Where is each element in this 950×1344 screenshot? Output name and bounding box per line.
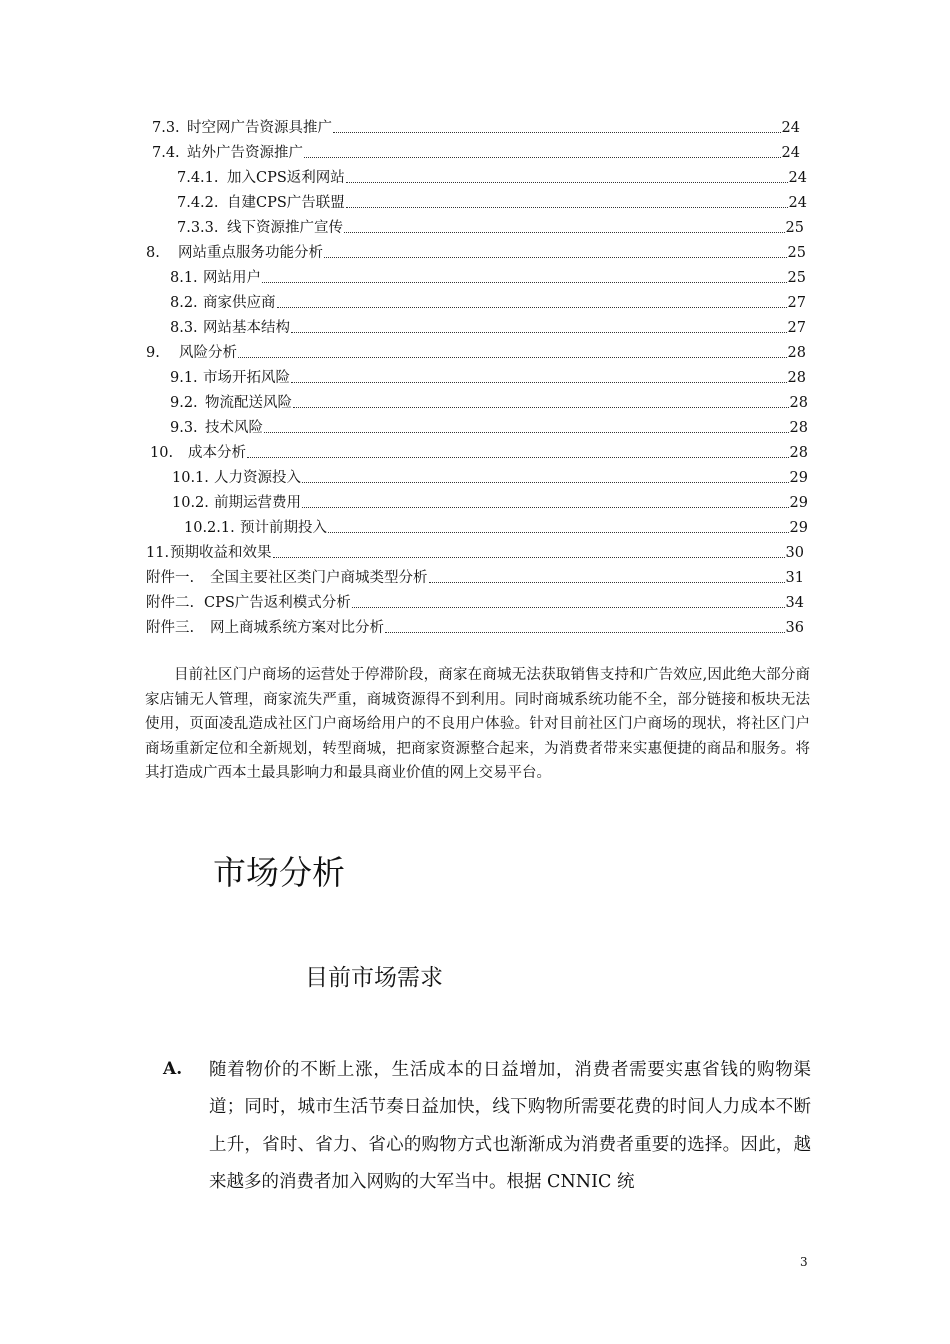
toc-entry-title: 前期运营费用: [214, 495, 301, 511]
toc-entry-number: 9.1.: [170, 370, 198, 386]
section-heading: 市场分析: [213, 853, 345, 892]
toc-entry-number: 8.2.: [170, 295, 198, 311]
toc-entry-page: 34: [785, 595, 804, 611]
toc-entry-page: 30: [785, 545, 804, 561]
toc-leader: [291, 332, 787, 333]
toc-leader: [429, 582, 785, 583]
toc-entry[interactable]: [146, 567, 804, 589]
toc-entry-number: 附件二.: [146, 595, 195, 611]
toc-entry-title: 时空网广告资源具推广: [187, 120, 332, 136]
toc-leader: [302, 507, 789, 508]
toc-leader: [324, 257, 787, 258]
toc-leader: [385, 632, 785, 633]
toc-entry[interactable]: [177, 217, 804, 239]
toc-entry[interactable]: [146, 542, 804, 564]
toc-entry-page: 24: [781, 120, 800, 136]
toc-entry-page: 28: [787, 370, 806, 386]
toc-entry-page: 25: [787, 245, 806, 261]
list-item-text: 随着物价的不断上涨，生活成本的日益增加，消费者需要实惠省钱的购物渠道；同时，城市生活节奏日益加快，线下购物所需要花费的时间人力成本不断上升，省时、省力、省心的购物方式也渐渐成为消费者重要的选择。因此，越来越多的消费者加入网购的大军当中。根据 CNNIC 统: [209, 1060, 811, 1192]
toc-entry[interactable]: [172, 467, 808, 489]
toc-entry[interactable]: [146, 617, 804, 639]
toc-entry-number: 7.4.: [152, 145, 180, 161]
toc-entry-title: 线下资源推广宣传: [227, 220, 343, 236]
toc-entry-number: 8.1.: [170, 270, 198, 286]
toc-entry-page: 28: [789, 445, 808, 461]
toc-entry-page: 29: [789, 520, 808, 536]
toc-entry[interactable]: [170, 317, 806, 339]
toc-leader: [344, 232, 785, 233]
toc-entry-number: 附件三.: [146, 620, 195, 636]
toc-entry-page: 36: [785, 620, 804, 636]
toc-leader: [273, 557, 785, 558]
toc-entry-number: 7.4.2.: [177, 195, 219, 211]
toc-entry[interactable]: [146, 342, 806, 364]
toc-entry-page: 28: [787, 345, 806, 361]
toc-entry-number: 9.2.: [170, 395, 198, 411]
subsection-heading: 目前市场需求: [305, 965, 443, 991]
toc-entry[interactable]: [184, 517, 808, 539]
toc-entry[interactable]: [170, 292, 806, 314]
toc-entry-title: 加入CPS返利网站: [227, 170, 345, 186]
toc-leader: [333, 132, 781, 133]
toc-leader: [238, 357, 787, 358]
toc-entry-title: 网站基本结构: [203, 320, 290, 336]
toc-entry[interactable]: [170, 392, 808, 414]
toc-entry[interactable]: [172, 492, 808, 514]
toc-entry-title: 站外广告资源推广: [187, 145, 303, 161]
toc-entry-title: 网站重点服务功能分析: [178, 245, 323, 261]
toc-leader: [277, 307, 787, 308]
toc-entry[interactable]: [170, 267, 806, 289]
toc-leader: [302, 482, 789, 483]
toc-entry-number: 7.3.3.: [177, 220, 219, 236]
toc-entry-title: 自建CPS广告联盟: [227, 195, 345, 211]
toc-leader: [346, 182, 788, 183]
toc-entry-number: 7.3.: [152, 120, 180, 136]
toc-entry-number: 8.3.: [170, 320, 198, 336]
toc-entry-number: 10.: [150, 445, 174, 461]
toc-leader: [264, 432, 789, 433]
toc-entry-page: 27: [787, 320, 806, 336]
toc-entry-page: 24: [781, 145, 800, 161]
toc-entry-title: 物流配送风险: [205, 395, 292, 411]
intro-paragraph: 目前社区门户商场的运营处于停滞阶段，商家在商城无法获取销售支持和广告效应,因此绝大部分商家店铺无人管理，商家流失严重，商城资源得不到利用。同时商城系统功能不全，部分链接和板块无法使用，页面凌乱造成社区门户商场给用户的不良用户体验。针对目前社区门户商场的现状，将社区门户商场重新定位和全新规划，转型商城，把商家资源整合起来，为消费者带来实惠便捷的商品和服务。将其打造成广西本土最具影响力和最具商业价值的网上交易平台。: [145, 667, 810, 782]
toc-entry-page: 24: [788, 195, 807, 211]
toc-entry-page: 25: [785, 220, 804, 236]
toc-entry[interactable]: [170, 417, 808, 439]
toc-entry-title: 全国主要社区类门户商城类型分析: [210, 570, 428, 586]
page-number: 3: [800, 1255, 808, 1269]
toc-entry[interactable]: [177, 192, 807, 214]
toc-leader: [291, 382, 787, 383]
toc-entry[interactable]: [146, 592, 804, 614]
toc-entry-page: 24: [788, 170, 807, 186]
toc-entry-title: 网站用户: [203, 270, 261, 286]
toc-entry-page: 27: [787, 295, 806, 311]
toc-entry[interactable]: [152, 117, 800, 139]
toc-entry-page: 28: [789, 420, 808, 436]
toc-leader: [328, 532, 789, 533]
toc-entry-page: 31: [785, 570, 804, 586]
toc-entry-title: 预计前期投入: [240, 520, 327, 536]
toc-entry-number: 8.: [146, 245, 160, 261]
toc-leader: [346, 207, 788, 208]
toc-entry-title: 成本分析: [188, 445, 246, 461]
toc-entry[interactable]: [152, 142, 800, 164]
toc-entry-page: 29: [789, 470, 808, 486]
toc-entry-number: 附件一.: [146, 570, 195, 586]
toc-leader: [262, 282, 787, 283]
toc-entry-title: 市场开拓风险: [203, 370, 290, 386]
toc-entry[interactable]: [170, 367, 806, 389]
toc-entry-page: 29: [789, 495, 808, 511]
toc-entry-title: 网上商城系统方案对比分析: [210, 620, 384, 636]
toc-entry[interactable]: [150, 442, 808, 464]
toc-entry-number: 7.4.1.: [177, 170, 219, 186]
toc-entry-title: 风险分析: [179, 345, 237, 361]
toc-entry-title: 预期收益和效果: [170, 545, 272, 561]
toc-leader: [352, 607, 785, 608]
toc-leader: [304, 157, 781, 158]
toc-entry-page: 28: [789, 395, 808, 411]
toc-entry[interactable]: [177, 167, 807, 189]
toc-entry-number: 10.1.: [172, 470, 209, 486]
toc-entry-number: 11.: [146, 545, 170, 561]
toc-entry-title: CPS广告返利模式分析: [204, 595, 351, 611]
toc-leader: [247, 457, 789, 458]
toc-entry-number: 9.3.: [170, 420, 198, 436]
toc-entry-number: 10.2.: [172, 495, 209, 511]
toc-entry[interactable]: [146, 242, 806, 264]
toc-leader: [293, 407, 789, 408]
toc-entry-title: 人力资源投入: [214, 470, 301, 486]
toc-entry-number: 9.: [146, 345, 160, 361]
toc-entry-title: 技术风险: [205, 420, 263, 436]
list-item-label: A.: [163, 1059, 183, 1079]
toc-entry-title: 商家供应商: [203, 295, 276, 311]
toc-entry-number: 10.2.1.: [184, 520, 235, 536]
toc-entry-page: 25: [787, 270, 806, 286]
